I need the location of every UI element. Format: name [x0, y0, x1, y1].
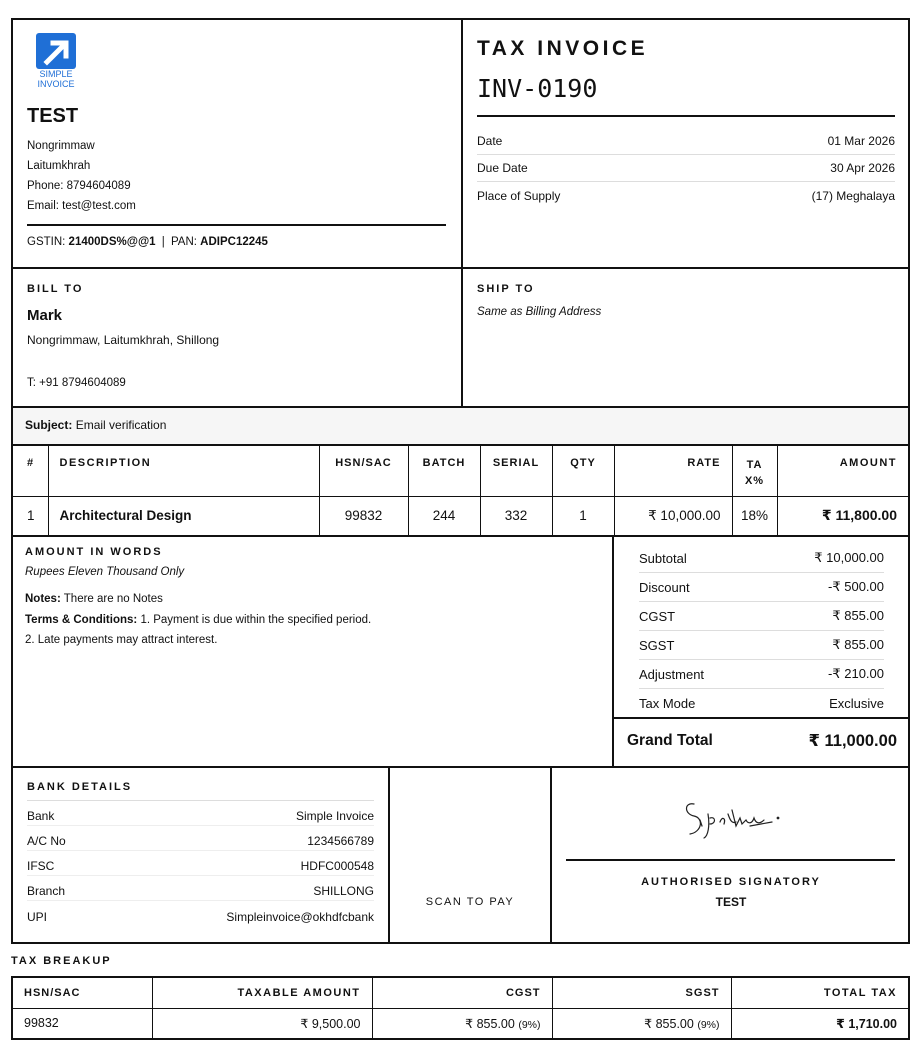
invoice-meta	[477, 128, 895, 209]
totals-value: ₹ 855.00	[832, 637, 884, 652]
footer-divider-2	[550, 766, 552, 944]
terms-line-1: 1. Payment is due within the specified period.	[140, 614, 372, 626]
meta-value: 30 Apr 2026	[830, 161, 895, 175]
bank-heading: BANK DETAILS	[27, 781, 133, 793]
bank-label: A/C No	[27, 834, 66, 848]
totals-row	[639, 660, 884, 689]
tax-cgst-value: ₹ 855.00	[465, 1016, 515, 1031]
tax-cell-cgst	[372, 1008, 552, 1039]
subject-label: Subject:	[25, 418, 73, 432]
cell-num: 1	[12, 496, 48, 536]
seller-phone: Phone: 8794604089	[27, 180, 131, 192]
cell-hsn: 99832	[319, 496, 408, 536]
meta-label: Place of Supply	[477, 188, 561, 203]
cell-desc: Architectural Design	[48, 496, 319, 536]
totals-row	[639, 689, 884, 718]
totals-label: SGST	[639, 637, 675, 653]
seller-address-1: Nongrimmaw	[27, 140, 95, 152]
bill-to-address: Nongrimmaw, Laitumkhrah, Shillong	[27, 333, 220, 347]
bank-value: Simple Invoice	[295, 809, 374, 823]
totals-label: Subtotal	[639, 550, 687, 566]
totals-value: ₹ 855.00	[832, 608, 884, 623]
summary-divider	[612, 535, 614, 768]
bank-row	[27, 826, 374, 851]
totals-label: Tax Mode	[639, 696, 696, 711]
bank-row	[27, 801, 374, 826]
tax-breakup-table	[11, 976, 910, 1040]
logo-text-1: SIMPLE	[39, 69, 73, 79]
cell-serial: 332	[480, 496, 552, 536]
col-num: #	[12, 445, 48, 496]
totals-value: Exclusive	[829, 696, 884, 711]
signature	[680, 796, 790, 840]
meta-value: 01 Mar 2026	[827, 134, 895, 148]
header-divider	[461, 18, 463, 269]
bank-label: IFSC	[27, 859, 55, 873]
bank-row	[27, 901, 374, 926]
bank-list	[27, 800, 374, 926]
bill-to-heading: BILL TO	[27, 283, 84, 295]
ship-to-heading: SHIP TO	[477, 283, 535, 295]
meta-row-supply	[477, 182, 895, 209]
subject-text: Email verification	[75, 418, 167, 432]
bank-value: 1234566789	[307, 834, 374, 848]
cell-tax: 18%	[732, 496, 777, 536]
tax-breakup-heading: TAX BREAKUP	[11, 955, 112, 967]
table-row	[12, 1008, 909, 1039]
notes	[25, 593, 163, 605]
gstin-value: 21400DS%@@1	[68, 236, 156, 248]
signatory-label: AUTHORISED SIGNATORY	[641, 876, 821, 888]
signature-rule	[566, 859, 895, 861]
tax-cell-total: ₹ 1,710.00	[731, 1008, 909, 1039]
invoice-rule	[477, 115, 895, 117]
totals-value: -₹ 500.00	[828, 579, 884, 594]
meta-row-date	[477, 128, 895, 155]
grand-total	[627, 731, 897, 751]
signature-scribble	[680, 796, 790, 840]
bank-row	[27, 851, 374, 876]
words-text: Rupees Eleven Thousand Only	[25, 566, 185, 578]
totals-row	[639, 602, 884, 631]
footer-divider-1	[388, 766, 390, 944]
col-batch: BATCH	[408, 445, 480, 496]
tax-col-taxable: TAXABLE AMOUNT	[152, 977, 372, 1008]
logo-text-2: INVOICE	[37, 79, 75, 89]
bank-value: Simpleinvoice@okhdfcbank	[226, 909, 374, 924]
totals-value: ₹ 10,000.00	[814, 550, 884, 565]
tax-cell-taxable: ₹ 9,500.00	[152, 1008, 372, 1039]
col-desc: DESCRIPTION	[48, 445, 319, 496]
totals-row	[639, 631, 884, 660]
bank-row	[27, 876, 374, 901]
logo	[33, 33, 79, 91]
col-amount: AMOUNT	[777, 445, 909, 496]
bank-value: HDFC000548	[300, 859, 374, 873]
items-header-row	[12, 445, 909, 496]
invoice-title: TAX INVOICE	[477, 37, 649, 60]
tax-sgst-rate: (9%)	[697, 1018, 720, 1031]
col-serial: SERIAL	[480, 445, 552, 496]
seller-address-2: Laitumkhrah	[27, 160, 91, 172]
meta-label: Date	[477, 134, 503, 148]
bank-label: Bank	[27, 809, 55, 823]
meta-label: Due Date	[477, 161, 528, 175]
terms	[25, 614, 371, 626]
words-heading: AMOUNT IN WORDS	[25, 546, 163, 558]
col-qty: QTY	[552, 445, 614, 496]
col-tax	[732, 445, 777, 496]
ship-to-note: Same as Billing Address	[477, 306, 602, 318]
arrow-icon	[36, 33, 76, 69]
tax-sgst-value: ₹ 855.00	[644, 1016, 694, 1031]
terms-line-2: 2. Late payments may attract interest.	[25, 634, 218, 646]
logo-mark	[36, 33, 76, 69]
tax-cell-sgst	[552, 1008, 731, 1039]
gstin-label: GSTIN:	[27, 236, 66, 248]
address-divider	[461, 267, 463, 408]
grand-total-value: ₹ 11,000.00	[808, 732, 897, 750]
tax-col-hsn: HSN/SAC	[12, 977, 152, 1008]
cell-rate: ₹ 10,000.00	[614, 496, 732, 536]
items-table	[11, 444, 910, 537]
tax-cell-hsn: 99832	[12, 1008, 152, 1039]
terms-label: Terms & Conditions:	[25, 614, 138, 626]
signatory-name: TEST	[715, 895, 747, 909]
totals-label: Discount	[639, 579, 690, 595]
id-separator: |	[161, 236, 165, 248]
table-row	[12, 496, 909, 536]
cell-amount: ₹ 11,800.00	[777, 496, 909, 536]
notes-text: There are no Notes	[63, 593, 163, 605]
seller-name: TEST	[27, 105, 79, 127]
invoice-number: INV-0190	[477, 74, 598, 103]
bank-label: Branch	[27, 884, 66, 898]
tax-header-row	[12, 977, 909, 1008]
tax-col-total: TOTAL TAX	[731, 977, 909, 1008]
tax-cgst-rate: (9%)	[518, 1018, 541, 1031]
totals-label: CGST	[639, 608, 676, 624]
notes-label: Notes:	[25, 593, 61, 605]
tax-col-cgst: CGST	[372, 977, 552, 1008]
qr-label: SCAN TO PAY	[425, 896, 515, 908]
meta-value: (17) Meghalaya	[811, 188, 895, 203]
totals-row	[639, 573, 884, 602]
pan-value: ADIPC12245	[200, 236, 268, 248]
tax-col-sgst: SGST	[552, 977, 731, 1008]
bank-value: SHILLONG	[313, 884, 374, 898]
bank-label: UPI	[27, 909, 48, 924]
cell-batch: 244	[408, 496, 480, 536]
cell-qty: 1	[552, 496, 614, 536]
subject	[25, 418, 166, 432]
seller-email: Email: test@test.com	[27, 200, 136, 212]
seller-rule	[27, 224, 446, 226]
bill-to-phone: T: +91 8794604089	[27, 377, 126, 389]
totals-list	[639, 544, 884, 718]
col-hsn: HSN/SAC	[319, 445, 408, 496]
totals-value: -₹ 210.00	[828, 666, 884, 681]
grand-total-rule	[612, 717, 910, 719]
meta-row-due	[477, 155, 895, 182]
seller-ids	[27, 236, 268, 248]
bill-to-name: Mark	[27, 307, 63, 324]
col-rate: RATE	[614, 445, 732, 496]
col-tax-line1: TA	[746, 459, 763, 471]
col-tax-line2: X%	[744, 475, 765, 487]
grand-total-label: Grand Total	[627, 732, 713, 749]
totals-label: Adjustment	[639, 666, 705, 682]
totals-row	[639, 544, 884, 573]
pan-label: PAN:	[170, 236, 197, 248]
